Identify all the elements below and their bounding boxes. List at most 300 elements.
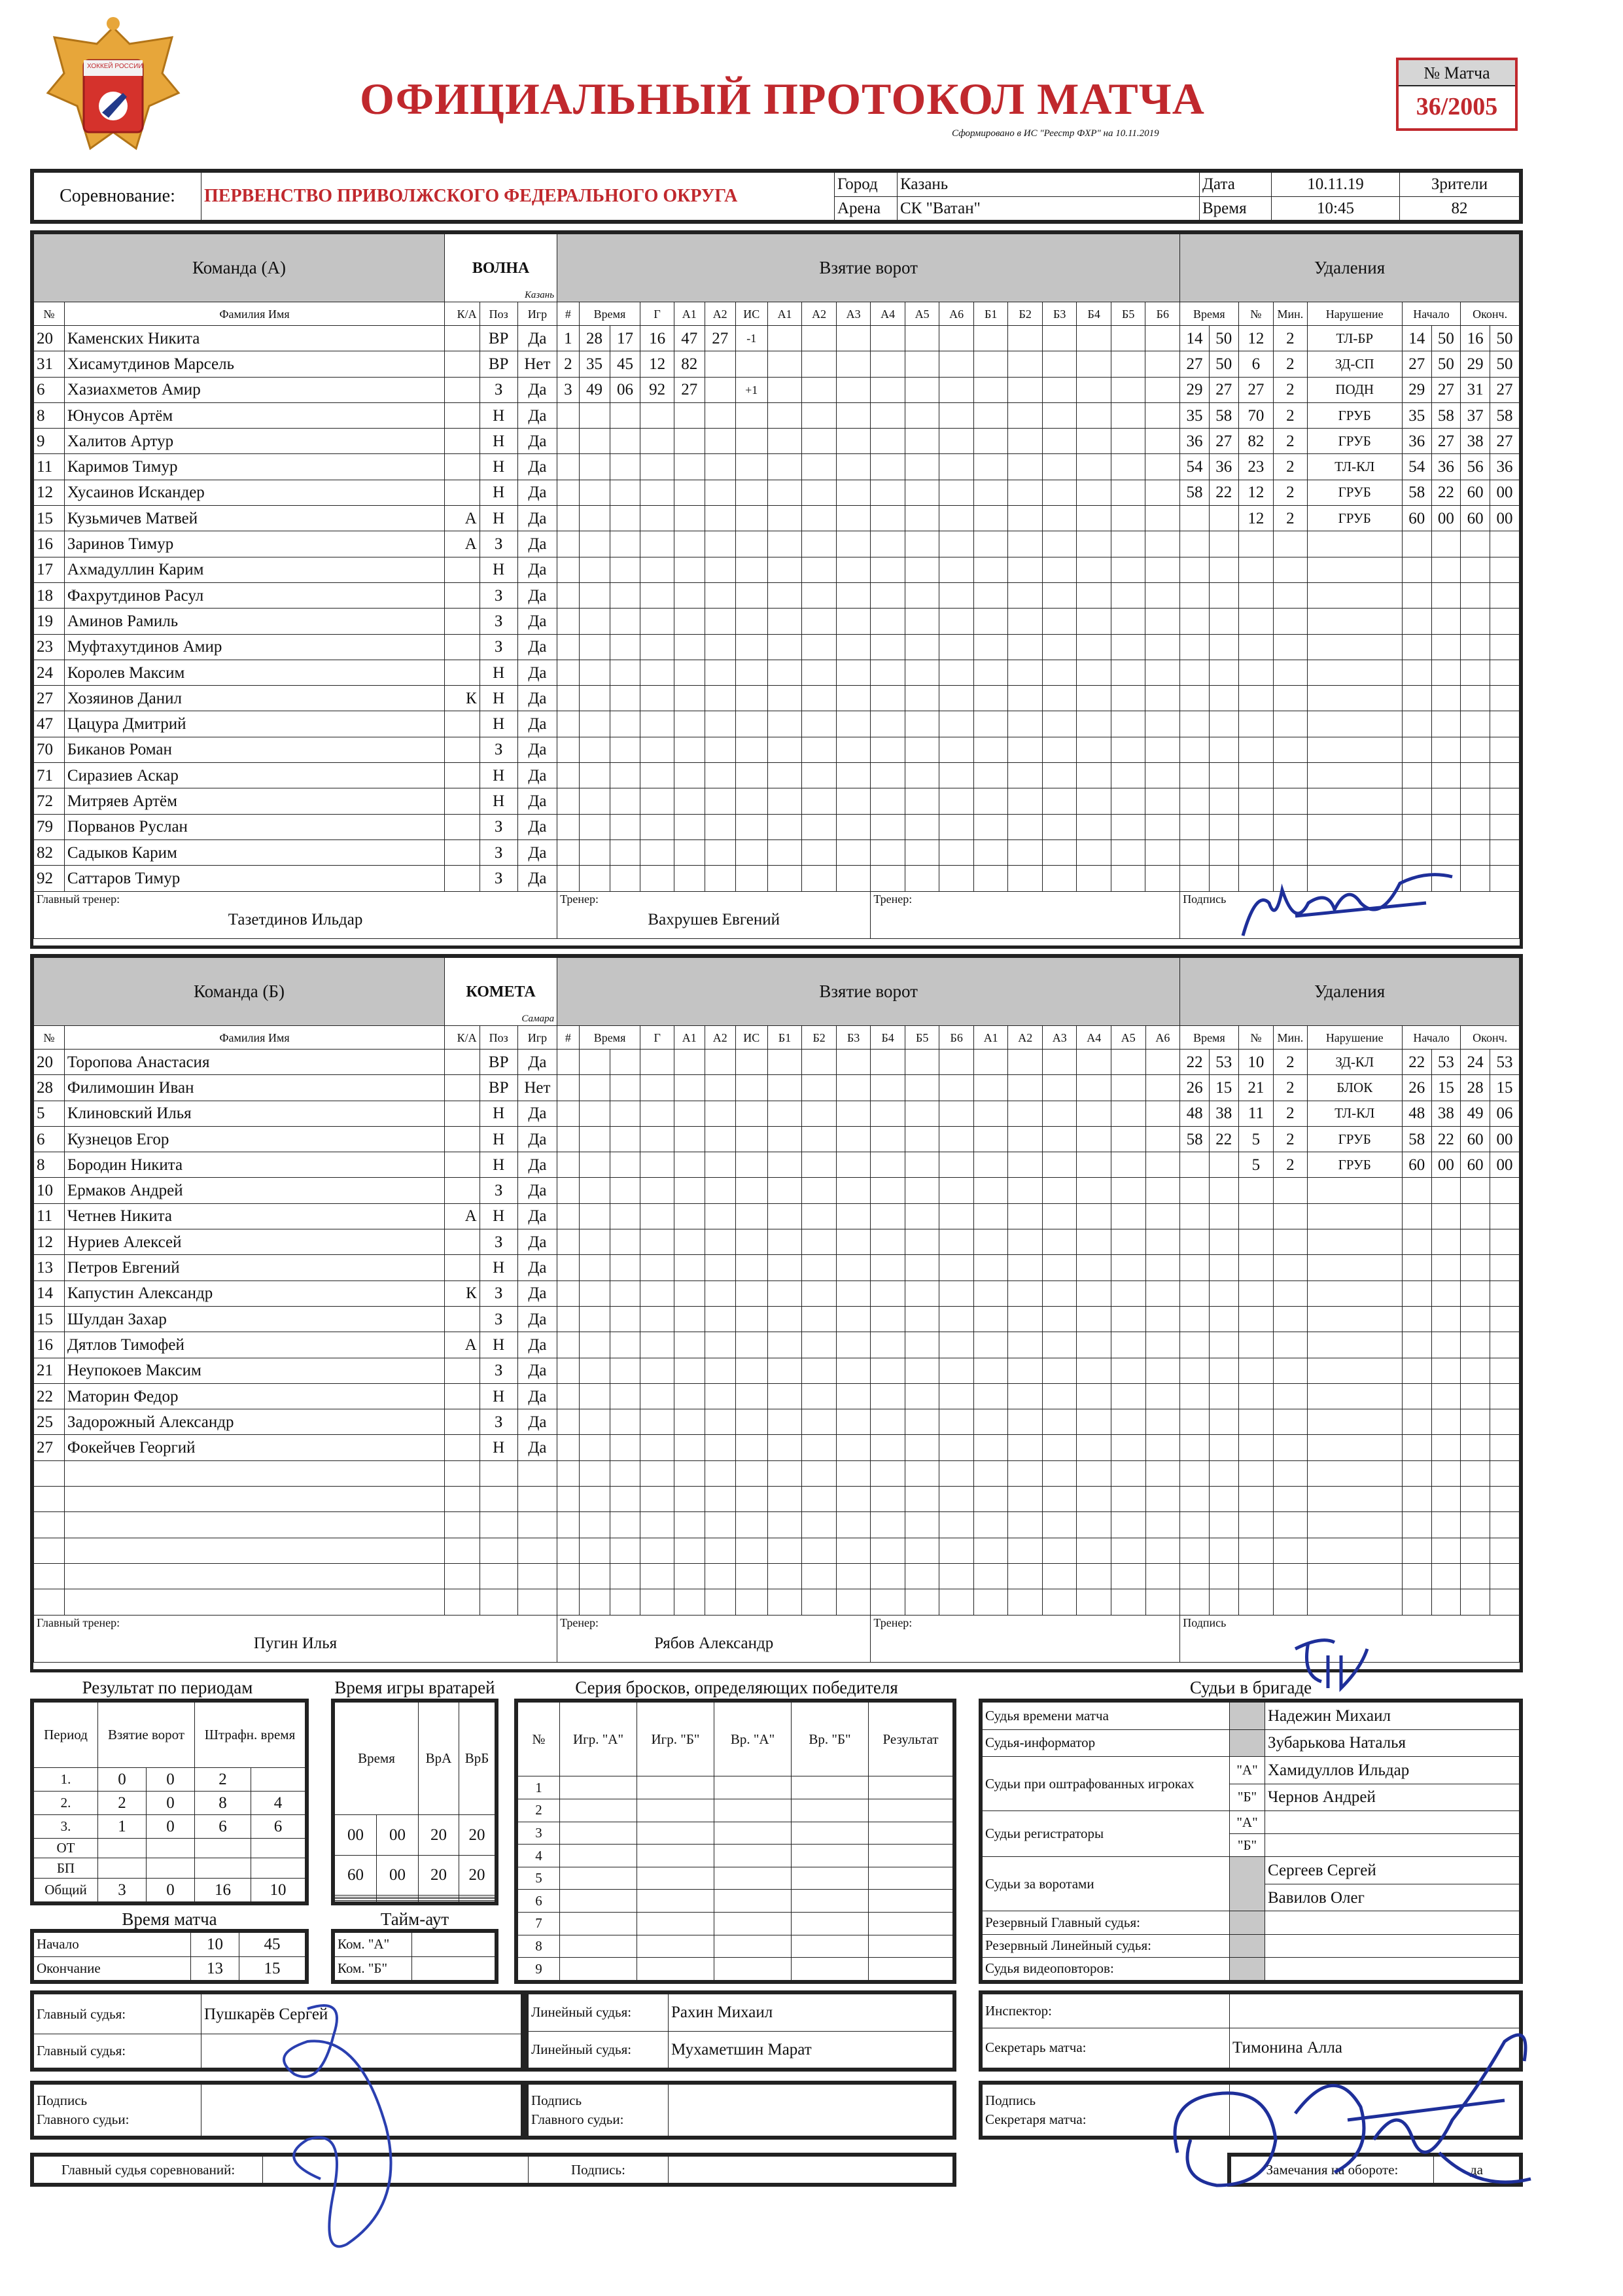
on-ice-cell bbox=[767, 839, 802, 865]
period-goals-a: 2 bbox=[98, 1791, 147, 1814]
player-plays: Да bbox=[517, 634, 557, 660]
player-position: Н bbox=[480, 1435, 517, 1460]
goal-min: 35 bbox=[579, 351, 610, 377]
goal-assist-1 bbox=[674, 1512, 705, 1538]
player-plays: Да bbox=[517, 480, 557, 505]
penalty-min: 26 bbox=[1180, 1075, 1210, 1101]
on-ice-cell bbox=[767, 1075, 802, 1101]
table-row bbox=[34, 1178, 1520, 1203]
on-ice-cell bbox=[1145, 582, 1180, 608]
player-number: 9 bbox=[34, 429, 65, 454]
on-ice-cell bbox=[1008, 1460, 1043, 1486]
goal-assist-2 bbox=[705, 1203, 735, 1229]
penalty-sec bbox=[1209, 660, 1238, 685]
goal-min bbox=[579, 1589, 610, 1615]
on-ice-cell bbox=[1077, 1383, 1111, 1409]
penalty-end-sec bbox=[1490, 1229, 1519, 1255]
goal-situation bbox=[735, 557, 767, 582]
on-ice-cell bbox=[802, 454, 837, 480]
team_a-col-play: Игр bbox=[517, 302, 557, 326]
team_b-col-pp-0: Б1 bbox=[767, 1026, 802, 1050]
goal-number bbox=[557, 1487, 580, 1512]
goal-sec bbox=[610, 1538, 640, 1563]
table-row bbox=[34, 1306, 1520, 1332]
on-ice-cell bbox=[802, 711, 837, 737]
on-ice-cell bbox=[1111, 1538, 1146, 1563]
on-ice-cell bbox=[905, 686, 939, 711]
on-ice-cell bbox=[1077, 351, 1111, 377]
goal-number bbox=[557, 839, 580, 865]
main-ref-sign-label: Подпись Главного судьи: bbox=[34, 2085, 201, 2136]
player-plays: Да bbox=[517, 686, 557, 711]
goal-assist-2 bbox=[705, 1512, 735, 1538]
remarks-label: Замечания на обороте: bbox=[1231, 2157, 1434, 2183]
ref-info-label: Судья-информатор bbox=[983, 1729, 1230, 1757]
on-ice-cell bbox=[767, 1178, 802, 1203]
on-ice-cell bbox=[939, 402, 974, 428]
penalty-player: 82 bbox=[1238, 429, 1274, 454]
goal-sec bbox=[610, 1203, 640, 1229]
shootout-cell bbox=[714, 1958, 792, 1981]
on-ice-cell bbox=[767, 660, 802, 685]
on-ice-cell bbox=[1042, 866, 1077, 891]
shootout-number: 6 bbox=[518, 1890, 560, 1913]
goal-situation bbox=[735, 1101, 767, 1126]
goal-assist-1 bbox=[674, 686, 705, 711]
on-ice-cell bbox=[905, 402, 939, 428]
on-ice-cell bbox=[1145, 711, 1180, 737]
on-ice-cell bbox=[836, 1487, 871, 1512]
goal-assist-2 bbox=[705, 531, 735, 557]
goal-assist-2 bbox=[705, 1589, 735, 1615]
penalty-start-min bbox=[1402, 737, 1431, 762]
on-ice-cell bbox=[802, 1050, 837, 1075]
goal-min bbox=[579, 1460, 610, 1486]
shootout-cell bbox=[869, 1913, 953, 1935]
timeout-table bbox=[331, 1929, 498, 1984]
periods-h-pim: Штрафн. время bbox=[195, 1703, 305, 1768]
on-ice-cell bbox=[1145, 1229, 1180, 1255]
player-position: Н bbox=[480, 454, 517, 480]
on-ice-cell bbox=[939, 1409, 974, 1435]
goal-min bbox=[579, 1383, 610, 1409]
on-ice-cell bbox=[905, 377, 939, 402]
on-ice-cell bbox=[1042, 454, 1077, 480]
on-ice-cell bbox=[836, 1332, 871, 1358]
penalty-min: 14 bbox=[1180, 326, 1210, 351]
goal-sec bbox=[610, 711, 640, 737]
penalty-min bbox=[1180, 763, 1210, 788]
penalty-min: 27 bbox=[1180, 351, 1210, 377]
secretary-sign-label: Подпись Секретаря матча: bbox=[983, 2085, 1230, 2136]
penalty-end-min bbox=[1461, 582, 1490, 608]
team_a-col-pos: Поз bbox=[480, 302, 517, 326]
player-name: Шулдан Захар bbox=[64, 1306, 444, 1332]
on-ice-cell bbox=[1077, 1306, 1111, 1332]
player-role bbox=[445, 480, 480, 505]
on-ice-cell bbox=[1077, 1152, 1111, 1178]
player-position: ВР bbox=[480, 351, 517, 377]
penalty-minutes bbox=[1274, 1383, 1307, 1409]
on-ice-cell bbox=[973, 557, 1008, 582]
on-ice-cell bbox=[1042, 711, 1077, 737]
shootout-cell bbox=[869, 1890, 953, 1913]
goal-situation bbox=[735, 480, 767, 505]
on-ice-cell bbox=[1077, 866, 1111, 891]
on-ice-cell bbox=[871, 1383, 905, 1409]
goal-number bbox=[557, 1126, 580, 1152]
on-ice-cell bbox=[802, 1178, 837, 1203]
penalty-end-min: 24 bbox=[1461, 1050, 1490, 1075]
penalty-start-min bbox=[1402, 1487, 1431, 1512]
goal-assist-1 bbox=[674, 1487, 705, 1512]
penalty-minutes bbox=[1274, 1178, 1307, 1203]
penalty-min bbox=[1180, 531, 1210, 557]
period-goals-a: 0 bbox=[98, 1767, 147, 1791]
on-ice-cell bbox=[939, 1050, 974, 1075]
penalty-start-min bbox=[1402, 711, 1431, 737]
penalty-infraction bbox=[1307, 1358, 1402, 1383]
penalty-min bbox=[1180, 1358, 1210, 1383]
goal-situation bbox=[735, 429, 767, 454]
penalty-infraction: ТЛ-БР bbox=[1307, 326, 1402, 351]
goal-min bbox=[579, 711, 610, 737]
goal-scorer bbox=[640, 1512, 674, 1538]
table-row bbox=[34, 1538, 1520, 1563]
player-plays: Да bbox=[517, 531, 557, 557]
penalty-end-sec bbox=[1490, 1178, 1519, 1203]
on-ice-cell bbox=[939, 429, 974, 454]
goal-min bbox=[579, 1306, 610, 1332]
goal-sec bbox=[610, 814, 640, 839]
team_b-signature bbox=[1180, 1615, 1520, 1662]
period-goals-a: 1 bbox=[98, 1814, 147, 1838]
on-ice-cell bbox=[1042, 1487, 1077, 1512]
player-position: Н bbox=[480, 480, 517, 505]
goal-min bbox=[579, 1178, 610, 1203]
player-role bbox=[445, 866, 480, 891]
table-row bbox=[34, 1280, 1520, 1306]
penalty-end-min bbox=[1461, 1538, 1490, 1563]
goal-assist-2 bbox=[705, 1126, 735, 1152]
goal-number bbox=[557, 1409, 580, 1435]
player-role bbox=[445, 1101, 480, 1126]
referees-table bbox=[979, 1699, 1523, 1984]
penalty-start-sec bbox=[1431, 1306, 1461, 1332]
player-number: 22 bbox=[34, 1383, 65, 1409]
player-role bbox=[445, 1229, 480, 1255]
on-ice-cell bbox=[939, 763, 974, 788]
player-name: Каменских Никита bbox=[64, 326, 444, 351]
penalty-sec: 50 bbox=[1209, 351, 1238, 377]
shootout-col-0: № bbox=[518, 1703, 560, 1776]
goal-assist-1 bbox=[674, 582, 705, 608]
goal-situation bbox=[735, 609, 767, 634]
shootout-cell bbox=[637, 1913, 714, 1935]
team_b-col-sh-4: А5 bbox=[1111, 1026, 1146, 1050]
on-ice-cell bbox=[802, 1435, 837, 1460]
penalty-end-sec bbox=[1490, 634, 1519, 660]
player-name bbox=[64, 1460, 444, 1486]
goal-scorer bbox=[640, 609, 674, 634]
goal-min bbox=[579, 634, 610, 660]
penalty-start-sec bbox=[1431, 866, 1461, 891]
table-row bbox=[34, 1512, 1520, 1538]
player-number bbox=[34, 1512, 65, 1538]
on-ice-cell bbox=[871, 1152, 905, 1178]
player-position: ВР bbox=[480, 1050, 517, 1075]
team_a-signature bbox=[1180, 891, 1520, 938]
player-role bbox=[445, 711, 480, 737]
penalty-player bbox=[1238, 660, 1274, 685]
on-ice-cell bbox=[871, 582, 905, 608]
on-ice-cell bbox=[836, 763, 871, 788]
table-row bbox=[34, 1409, 1520, 1435]
player-name: Юнусов Артём bbox=[64, 402, 444, 428]
on-ice-cell bbox=[871, 1512, 905, 1538]
team_a-col-pp-5: А6 bbox=[939, 302, 974, 326]
gk-row bbox=[335, 1814, 495, 1855]
penalty-minutes bbox=[1274, 1203, 1307, 1229]
on-ice-cell bbox=[767, 1435, 802, 1460]
on-ice-cell bbox=[836, 1460, 871, 1486]
penalty-sec bbox=[1209, 1255, 1238, 1280]
goal-number bbox=[557, 686, 580, 711]
on-ice-cell bbox=[1111, 454, 1145, 480]
goal-situation bbox=[735, 1487, 767, 1512]
table-row bbox=[34, 1460, 1520, 1486]
on-ice-cell bbox=[871, 429, 905, 454]
on-ice-cell bbox=[1042, 531, 1077, 557]
on-ice-cell bbox=[1145, 531, 1180, 557]
penalty-sec bbox=[1209, 609, 1238, 634]
player-plays: Да bbox=[517, 1383, 557, 1409]
on-ice-cell bbox=[1008, 1178, 1043, 1203]
on-ice-cell bbox=[767, 1460, 802, 1486]
goal-min bbox=[579, 1255, 610, 1280]
on-ice-cell bbox=[836, 1409, 871, 1435]
on-ice-cell bbox=[1145, 1306, 1180, 1332]
main-ref-label-2: Главный судья: bbox=[34, 2034, 201, 2068]
on-ice-cell bbox=[802, 1358, 837, 1383]
goal-sec bbox=[610, 1409, 640, 1435]
penalty-sec bbox=[1209, 1152, 1238, 1178]
on-ice-cell bbox=[1111, 634, 1145, 660]
goal-number bbox=[557, 1358, 580, 1383]
shootout-title: Серия бросков, определяющих победителя bbox=[575, 1678, 898, 1697]
shootout-row bbox=[518, 1799, 953, 1822]
on-ice-cell bbox=[802, 1280, 837, 1306]
team_b-col-pen_start: Начало bbox=[1402, 1026, 1460, 1050]
on-ice-cell bbox=[802, 1589, 837, 1615]
on-ice-cell bbox=[836, 1512, 871, 1538]
penalty-end-sec: 50 bbox=[1490, 326, 1519, 351]
on-ice-cell bbox=[905, 660, 939, 685]
penalty-start-min bbox=[1402, 1358, 1431, 1383]
on-ice-cell bbox=[1042, 737, 1077, 762]
on-ice-cell bbox=[1042, 1409, 1077, 1435]
on-ice-cell bbox=[1111, 1229, 1146, 1255]
penalty-infraction: БЛОК bbox=[1307, 1075, 1402, 1101]
player-number: 16 bbox=[34, 531, 65, 557]
table-row bbox=[34, 1255, 1520, 1280]
on-ice-cell bbox=[973, 1512, 1008, 1538]
on-ice-cell bbox=[939, 351, 974, 377]
penalty-player: 12 bbox=[1238, 506, 1274, 531]
on-ice-cell bbox=[767, 377, 802, 402]
on-ice-cell bbox=[1077, 1229, 1111, 1255]
on-ice-cell bbox=[1008, 866, 1043, 891]
penalty-end-min bbox=[1461, 1460, 1490, 1486]
goal-scorer bbox=[640, 506, 674, 531]
goal-assist-2 bbox=[705, 609, 735, 634]
goal-min bbox=[579, 686, 610, 711]
penalty-player bbox=[1238, 686, 1274, 711]
on-ice-cell bbox=[1008, 454, 1043, 480]
on-ice-cell bbox=[1042, 1050, 1077, 1075]
player-plays: Да bbox=[517, 814, 557, 839]
line-ref-name-2: Мухаметшин Марат bbox=[669, 2031, 953, 2068]
on-ice-cell bbox=[1145, 1101, 1180, 1126]
on-ice-cell bbox=[1077, 839, 1111, 865]
team_a-col-pen_inf: Нарушение bbox=[1307, 302, 1402, 326]
penalty-start-sec bbox=[1431, 1255, 1461, 1280]
goal-assist-1 bbox=[674, 1538, 705, 1563]
penalty-min bbox=[1180, 788, 1210, 814]
on-ice-cell bbox=[973, 1332, 1008, 1358]
shootout-col-4: Вр. "Б" bbox=[792, 1703, 869, 1776]
player-number: 27 bbox=[34, 1435, 65, 1460]
penalty-player: 11 bbox=[1238, 1101, 1274, 1126]
player-number: 15 bbox=[34, 506, 65, 531]
player-plays: Да bbox=[517, 660, 557, 685]
goal-assist-1 bbox=[674, 814, 705, 839]
on-ice-cell bbox=[1077, 763, 1111, 788]
on-ice-cell bbox=[1042, 1075, 1077, 1101]
goal-sec bbox=[610, 454, 640, 480]
penalty-end-min bbox=[1461, 737, 1490, 762]
on-ice-cell bbox=[1111, 326, 1145, 351]
team_b-city: Самара bbox=[521, 1014, 555, 1024]
on-ice-cell bbox=[905, 1538, 939, 1563]
goal-number bbox=[557, 1229, 580, 1255]
player-role bbox=[445, 1487, 480, 1512]
player-name: Неупокоев Максим bbox=[64, 1358, 444, 1383]
penalty-player bbox=[1238, 557, 1274, 582]
on-ice-cell bbox=[767, 1383, 802, 1409]
on-ice-cell bbox=[871, 377, 905, 402]
on-ice-cell bbox=[871, 1487, 905, 1512]
player-number: 18 bbox=[34, 582, 65, 608]
penalty-sec bbox=[1209, 737, 1238, 762]
on-ice-cell bbox=[1111, 660, 1145, 685]
goal-situation bbox=[735, 1306, 767, 1332]
penalty-end-min bbox=[1461, 1229, 1490, 1255]
player-plays: Да bbox=[517, 377, 557, 402]
player-position: Н bbox=[480, 1126, 517, 1152]
on-ice-cell bbox=[939, 788, 974, 814]
penalty-start-sec bbox=[1431, 814, 1461, 839]
gk-min: 00 bbox=[335, 1814, 377, 1855]
on-ice-cell bbox=[973, 531, 1008, 557]
shootout-row bbox=[518, 1935, 953, 1958]
on-ice-cell bbox=[767, 531, 802, 557]
goal-sec bbox=[610, 866, 640, 891]
team_b-col-g: Г bbox=[640, 1026, 674, 1050]
ref-penbox-name-a: Хамидуллов Ильдар bbox=[1265, 1757, 1520, 1784]
penalty-start-sec: 15 bbox=[1431, 1075, 1461, 1101]
penalty-sec bbox=[1209, 1332, 1238, 1358]
penalty-start-sec bbox=[1431, 737, 1461, 762]
penalty-sec bbox=[1209, 1460, 1238, 1486]
on-ice-cell bbox=[1008, 711, 1043, 737]
on-ice-cell bbox=[1008, 660, 1043, 685]
on-ice-cell bbox=[1145, 634, 1180, 660]
penalty-minutes bbox=[1274, 1332, 1307, 1358]
player-position bbox=[480, 1563, 517, 1589]
on-ice-cell bbox=[1008, 582, 1043, 608]
goal-min bbox=[579, 737, 610, 762]
on-ice-cell bbox=[939, 1075, 974, 1101]
penalty-infraction bbox=[1307, 634, 1402, 660]
period-name: 1. bbox=[34, 1767, 98, 1791]
player-plays: Да bbox=[517, 1229, 557, 1255]
on-ice-cell bbox=[1111, 1409, 1146, 1435]
player-role bbox=[445, 351, 480, 377]
on-ice-cell bbox=[836, 326, 871, 351]
goal-assist-1 bbox=[674, 480, 705, 505]
penalty-minutes bbox=[1274, 1512, 1307, 1538]
penalty-end-min: 49 bbox=[1461, 1101, 1490, 1126]
penalty-infraction bbox=[1307, 1589, 1402, 1615]
goal-number bbox=[557, 531, 580, 557]
goal-situation bbox=[735, 737, 767, 762]
team_a-col-sh-0: Б1 bbox=[973, 302, 1008, 326]
on-ice-cell bbox=[1008, 1255, 1043, 1280]
penalty-minutes: 2 bbox=[1274, 1050, 1307, 1075]
shootout-cell bbox=[792, 1867, 869, 1890]
team_a-goals-header: Взятие ворот bbox=[557, 234, 1180, 302]
on-ice-cell bbox=[767, 1563, 802, 1589]
on-ice-cell bbox=[1111, 686, 1145, 711]
penalty-start-min: 58 bbox=[1402, 1126, 1431, 1152]
player-role bbox=[445, 1255, 480, 1280]
goal-assist-1 bbox=[674, 506, 705, 531]
on-ice-cell bbox=[1111, 1383, 1146, 1409]
goal-sec bbox=[610, 402, 640, 428]
penalty-end-min bbox=[1461, 1512, 1490, 1538]
on-ice-cell bbox=[1111, 429, 1145, 454]
goal-assist-2 bbox=[705, 1101, 735, 1126]
on-ice-cell bbox=[836, 1050, 871, 1075]
player-plays: Да bbox=[517, 609, 557, 634]
player-number: 20 bbox=[34, 1050, 65, 1075]
match-start-m: 45 bbox=[239, 1933, 305, 1957]
on-ice-cell bbox=[973, 1255, 1008, 1280]
penalty-min bbox=[1180, 634, 1210, 660]
player-plays: Да bbox=[517, 582, 557, 608]
penalty-minutes: 2 bbox=[1274, 1075, 1307, 1101]
goal-number bbox=[557, 506, 580, 531]
goal-assist-2 bbox=[705, 634, 735, 660]
on-ice-cell bbox=[767, 506, 802, 531]
penalty-minutes bbox=[1274, 1563, 1307, 1589]
player-position: З bbox=[480, 1358, 517, 1383]
on-ice-cell bbox=[1111, 1126, 1146, 1152]
on-ice-cell bbox=[1008, 1203, 1043, 1229]
on-ice-cell bbox=[905, 609, 939, 634]
penalty-player bbox=[1238, 1280, 1274, 1306]
